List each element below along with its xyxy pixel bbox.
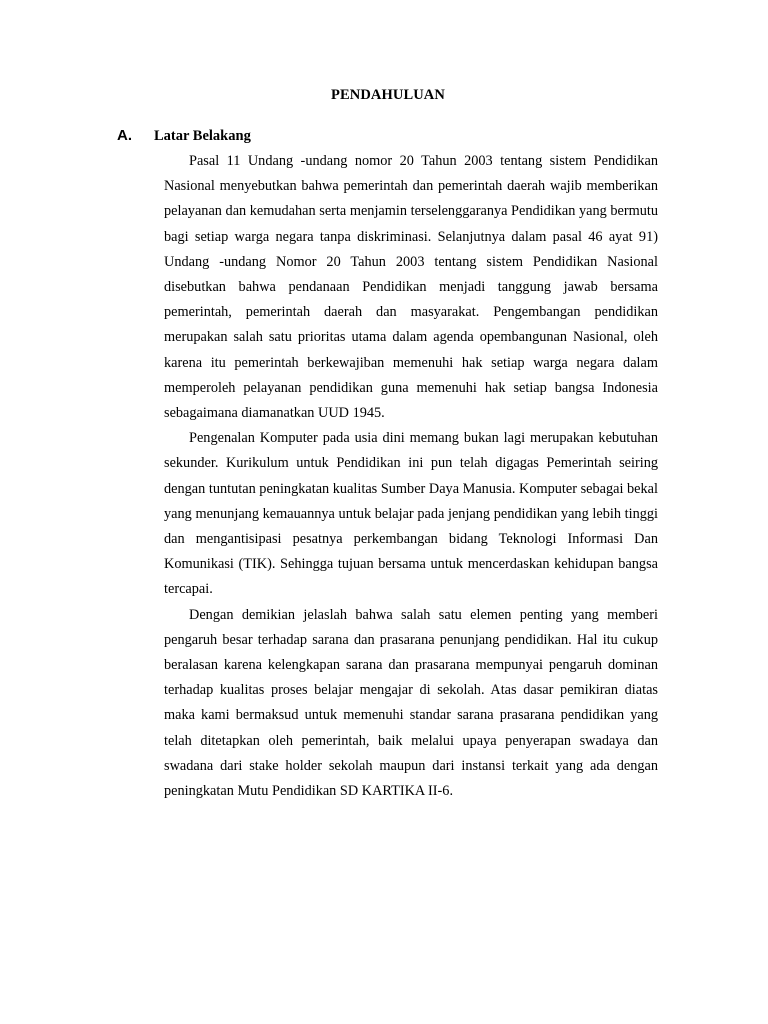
paragraph-2: Pengenalan Komputer pada usia dini memang bukan lagi merupakan kebutuhan sekunder. Kurikulum untuk Pendidikan ini pun telah digagas Pemerintah seiring dengan tuntutan peningkatan kualitas Sumber Daya Manusia. Komputer sebagai bekal yang menunjang kemauannya untuk belajar pada jenjang pendidikan yang lebih tinggi dan mengantisipasi pesatnya perkembangan bidang Teknologi Informasi Dan Komunikasi (TIK). Sehingga tujuan bersama untuk mencerdaskan kehidupan bangsa tercapai. — [164, 430, 658, 598]
section-letter: A. — [117, 127, 132, 144]
page-title: PENDAHULUAN — [331, 87, 445, 103]
paragraph-1: Pasal 11 Undang -undang nomor 20 Tahun 2003 tentang sistem Pendidikan Nasional menyebutkan bahwa pemerintah dan pemerintah daerah wajib memberikan pelayanan dan kemudahan serta menjamin terselenggaranya Pendidikan yang bermutu bagi setiap warga negara tanpa diskriminasi. Selanjutnya dalam pasal 46 ayat 91) Undang -undang Nomor 20 Tahun 2003 tentang sistem Pendidikan Nasional disebutkan bahwa pendanaan Pendidikan menjadi tanggung jawab bersama pemerintah, pemerintah daerah dan masyarakat. Pengembangan pendidikan merupakan salah satu prioritas utama dalam agenda opembangunan Nasional, oleh karena itu pemerintah berkewajiban memenuhi hak setiap warga negara dalam memperoleh pelayanan pendidikan guna memenuhi hak setiap bangsa Indonesia sebagaimana diamanatkan UUD 1945. — [164, 153, 658, 422]
section-heading-text: Latar Belakang — [154, 128, 251, 144]
section-body — [164, 149, 658, 804]
paragraph-3: Dengan demikian jelaslah bahwa salah satu elemen penting yang memberi pengaruh besar terhadap sarana dan prasarana penunjang pendidikan. Hal itu cukup beralasan karena kelengkapan sarana dan prasarana mempunyai pengaruh dominan terhadap kualitas proses belajar mengajar di sekolah. Atas dasar pemikiran diatas maka kami bermaksud untuk memenuhi standar sarana prasarana pendidikan yang telah ditetapkan oleh pemerintah, baik melalui upaya penyerapan swadaya dan swadana dari stake holder sekolah maupun dari instansi terkait yang ada dengan peningkatan Mutu Pendidikan SD KARTIKA II-6. — [164, 606, 658, 800]
